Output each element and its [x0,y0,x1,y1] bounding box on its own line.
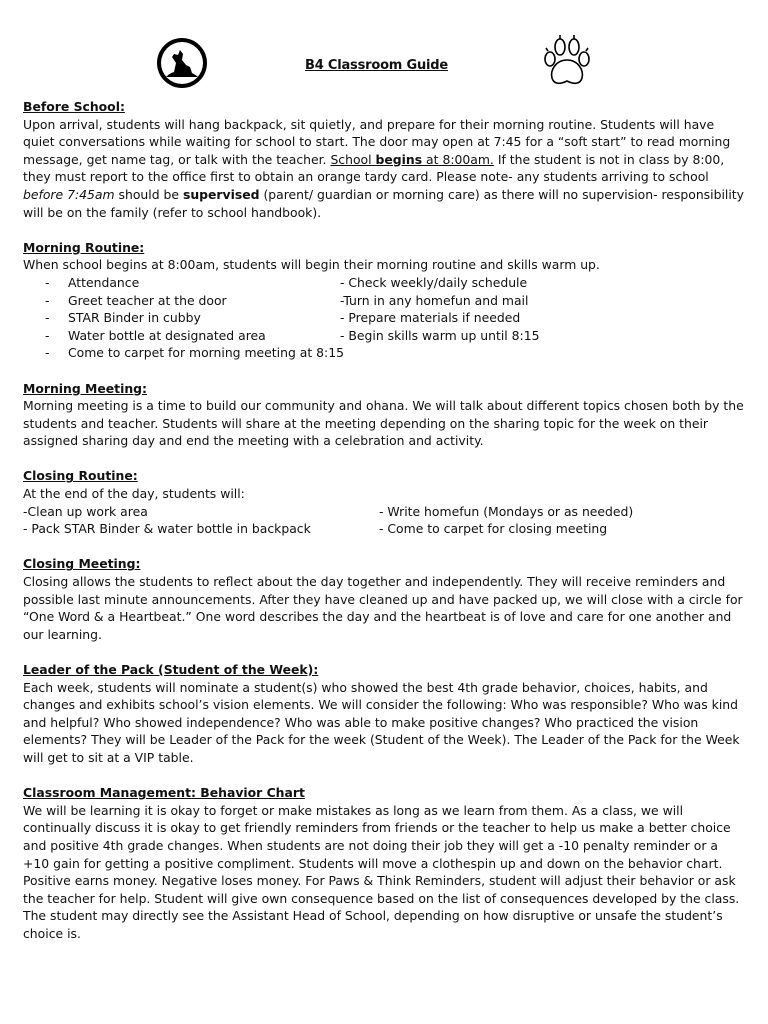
text-run: (parent/ guardian or morning care) as there will no supervision- responsibility will be on the family (refer to school handbook). [23,186,744,220]
section-heading: Closing Meeting: [23,556,141,572]
document-page [23,30,745,943]
section-heading: Classroom Management: Behavior Chart [23,785,305,801]
list-item-right: - Check weekly/daily schedule [340,274,528,290]
list-item-right: - Prepare materials if needed [340,310,521,326]
list-item-left: Water bottle at designated area [68,327,266,343]
leader-of-the-pack-text: Each week, students will nominate a student(s) who showed the best 4th grade behavior, choices, habits, and changes and exhibits school’s vision elements. We will consider the following: Who was responsible? Who was kind and helpful? Who showed independence? Who was able to make positive changes? Who practiced the vision elements? They will be Leader of the Pack for the week (Student of the Week). The Leader of the Pack for the Week will get to sit at a VIP table. [23,679,740,765]
list-item-right: -Turn in any homefun and mail [340,292,529,308]
classroom-management-section [23,784,745,942]
closing-routine-row [23,503,745,521]
text-run: Upon arrival, students will hang backpack, sit quietly, and prepare for their morning routine. Students will have quiet conversations while waiting for school to start. The door may open at 7:45 for a “soft start” to read morning message, get name tag, or talk with the teacher. [23,116,731,167]
closing-meeting-section [23,555,745,643]
list-item-left: Attendance [68,274,140,290]
section-heading: Morning Meeting: [23,380,147,396]
morning-routine-section [23,239,745,362]
closing-routine-section [23,467,745,537]
text-run: should be [114,186,183,202]
text-run: before 7:45am [23,186,115,202]
list-item-left: -Clean up work area [23,503,148,519]
list-item-right: - Begin skills warm up until 8:15 [340,327,540,343]
morning-meeting-section [23,380,745,450]
howling-wolf-logo-icon [156,37,208,89]
text-run: If the student is not in class by 8:00, they must report to the office first to obtain an orange tardy card. Please note- any students arriving to school [23,151,725,185]
morning-meeting-text: Morning meeting is a time to build our community and ohana. We will talk about different topics chosen both by the students and teacher. Students will share at the meeting depending on the sharing topic for the week on their assigned sharing day and end the meeting with a celebration and activity. [23,398,744,449]
list-item: - STAR Binder in cubby - Prepare materials if needed [45,310,521,326]
section-heading: Morning Routine: [23,239,145,255]
list-item-left: - Pack STAR Binder & water bottle in backpack [23,521,311,537]
paw-print-icon [542,34,592,90]
before-school-text [23,116,745,222]
closing-routine-intro: At the end of the day, students will: [23,486,245,502]
morning-routine-intro: When school begins at 8:00am, students will begin their morning routine and skills warm up. [23,257,600,273]
section-heading: Closing Routine: [23,468,138,484]
closing-routine-row [23,520,745,538]
list-item-left: Come to carpet for morning meeting at 8:15 [68,345,344,361]
text-run: School [330,151,376,167]
list-item: - Water bottle at designated area - Begin skills warm up until 8:15 [45,327,540,343]
text-run: at 8:00am. [422,151,494,167]
list-item-left: STAR Binder in cubby [68,310,201,326]
classroom-management-text: We will be learning it is okay to forget or make mistakes as long as we learn from them. As a class, we will continually discuss it is okay to get friendly reminders from friends or the teacher to help us make a better choice and positive 4th grade changes. When students are not doing their job they will get a -10 penalty reminder or a +10 gain for getting a positive compliment. Students will move a clothespin up and down on the behavior chart. Positive earns money. Negative loses money. For Paws & Think Reminders, student will adjust their behavior or ask the teacher for help. Student will give own consequence based on the list of consequences developed by the class. The student may directly see the Assistant Head of School, depending on how disruptive or unsafe the student’s choice is. [23,802,740,941]
closing-meeting-text: Closing allows the students to reflect about the day together and independently. They will receive reminders and possible last minute announcements. After they have cleaned up and have packed up, we will close with a circle for “One Word & a Heartbeat.” One word describes the day and the heartbeat is of love and care for one another and our learning. [23,574,743,642]
morning-routine-list [23,274,745,362]
page-title: B4 Classroom Guide [305,58,448,73]
list-item: - Attendance - Check weekly/daily schedule [45,274,528,290]
section-heading: Before School: [23,99,125,114]
list-item: - Come to carpet for morning meeting at 8:15 [45,345,344,361]
before-school-section [23,98,745,221]
text-run: begins [375,151,423,167]
list-item-right: - Come to carpet for closing meeting [379,521,608,537]
list-item-left: Greet teacher at the door [68,292,227,308]
leader-of-the-pack-section [23,661,745,767]
text-run: supervised [182,186,260,202]
header [23,30,745,98]
list-item-right: - Write homefun (Mondays or as needed) [379,503,634,519]
list-item: - Greet teacher at the door -Turn in any homefun and mail [45,292,529,308]
section-heading: Leader of the Pack (Student of the Week): [23,662,319,677]
